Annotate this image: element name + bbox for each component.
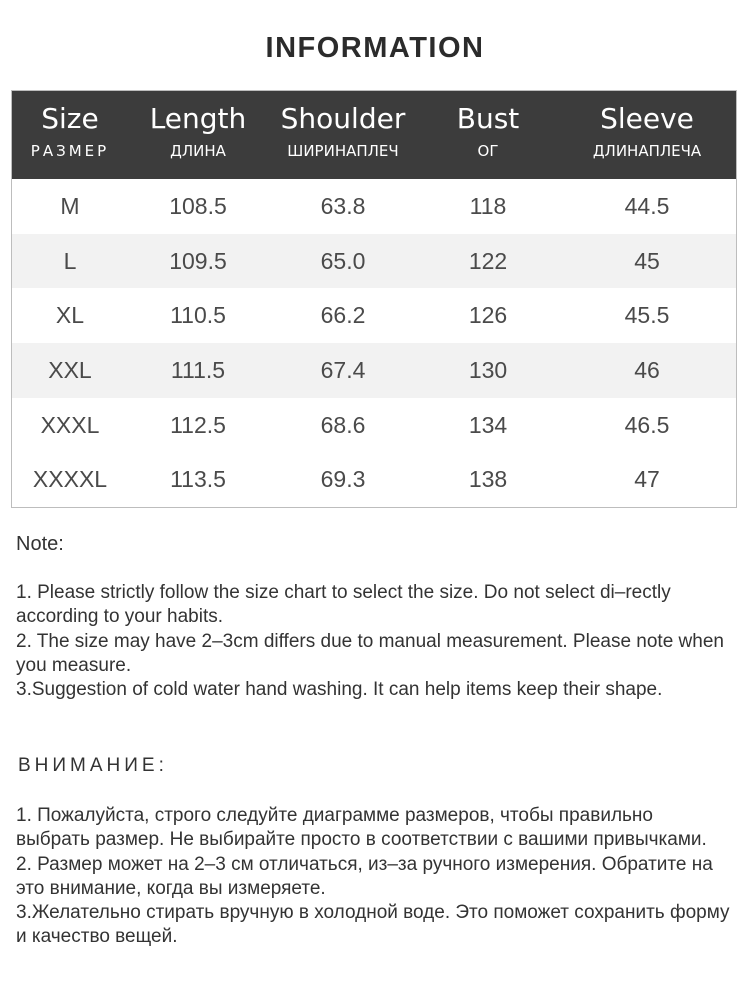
cell-sleeve: 45.5 [624,302,670,329]
cell-shoulder: 67.4 [320,356,366,383]
note-item: 3.Желательно стирать вручную в холодной воде. Это поможет сохранить форму и качество вещей. [16,902,730,948]
page-title: INFORMATION [265,32,485,64]
note-item: 2. Размер может на 2–3 см отличаться, из–за ручного измерения. Обратите на это внимание, когда вы измеряете. [16,853,713,899]
header-size [12,91,128,179]
cell-shoulder: 65.0 [320,247,366,274]
note-heading-ru: ВНИМАНИЕ: [18,755,168,776]
cell-size: XXXL [40,411,100,438]
cell-bust: 130 [468,356,508,383]
cell-bust: 122 [468,247,508,274]
cell-sleeve: 47 [634,466,660,493]
header-label-ru: РАЗМЕР [30,142,110,160]
note-list-ru [16,804,731,950]
cell-size: M [60,192,80,219]
cell-sleeve: 46.5 [624,411,670,438]
cell-length: 113.5 [170,466,226,493]
table-row [12,234,736,289]
size-chart-table [11,90,737,508]
cell-shoulder: 69.3 [320,466,366,493]
table-row [12,179,736,234]
table-row [12,288,736,343]
cell-length: 112.5 [170,411,226,438]
table-row [12,452,736,507]
header-label-en: Bust [456,102,520,135]
header-length [128,91,268,179]
header-label-ru: ОГ [477,142,499,160]
header-label-ru: ШИРИНАПЛЕЧ [287,142,399,160]
cell-bust: 138 [468,466,508,493]
note-heading-en: Note: [16,533,64,555]
cell-shoulder: 68.6 [320,411,366,438]
cell-bust: 126 [468,302,508,329]
cell-shoulder: 66.2 [320,302,366,329]
cell-size: L [63,247,77,274]
cell-bust: 118 [469,192,507,219]
note-item: 1. Please strictly follow the size chart to select the size. Do not select di–rectly according to your habits. [16,582,671,628]
note-item: 2. The size may have 2–3cm differs due to manual measurement. Please note when you measure. [16,630,724,676]
cell-length: 109.5 [169,247,227,274]
cell-length: 111.5 [170,356,226,383]
cell-shoulder: 63.8 [320,192,366,219]
cell-size: XL [55,302,85,329]
cell-sleeve: 46 [634,356,660,383]
header-label-en: Sleeve [600,102,694,135]
cell-size: XXXXL [32,466,108,493]
header-shoulder [268,91,418,179]
table-row [12,343,736,398]
header-label-en: Size [41,102,99,135]
table-header [12,91,736,179]
header-sleeve [558,91,736,179]
cell-size: XXL [48,356,92,383]
header-label-en: Length [149,102,247,135]
cell-length: 110.5 [170,302,226,329]
header-label-en: Shoulder [280,102,406,135]
header-label-ru: ДЛИНАПЛЕЧА [592,142,702,160]
cell-sleeve: 44.5 [624,192,670,219]
note-item: 3.Suggestion of cold water hand washing. It can help items keep their shape. [16,679,663,701]
header-label-ru: ДЛИНА [170,142,226,160]
header-bust [418,91,558,179]
cell-sleeve: 45 [634,247,660,274]
table-row [12,398,736,453]
note-list-en [16,581,731,702]
cell-bust: 134 [468,411,508,438]
note-item: 1. Пожалуйста, строго следуйте диаграмме размеров, чтобы правильно выбрать размер. Не выбирайте просто в соответствии с вашими привычками. [16,805,707,851]
cell-length: 108.5 [169,192,227,219]
